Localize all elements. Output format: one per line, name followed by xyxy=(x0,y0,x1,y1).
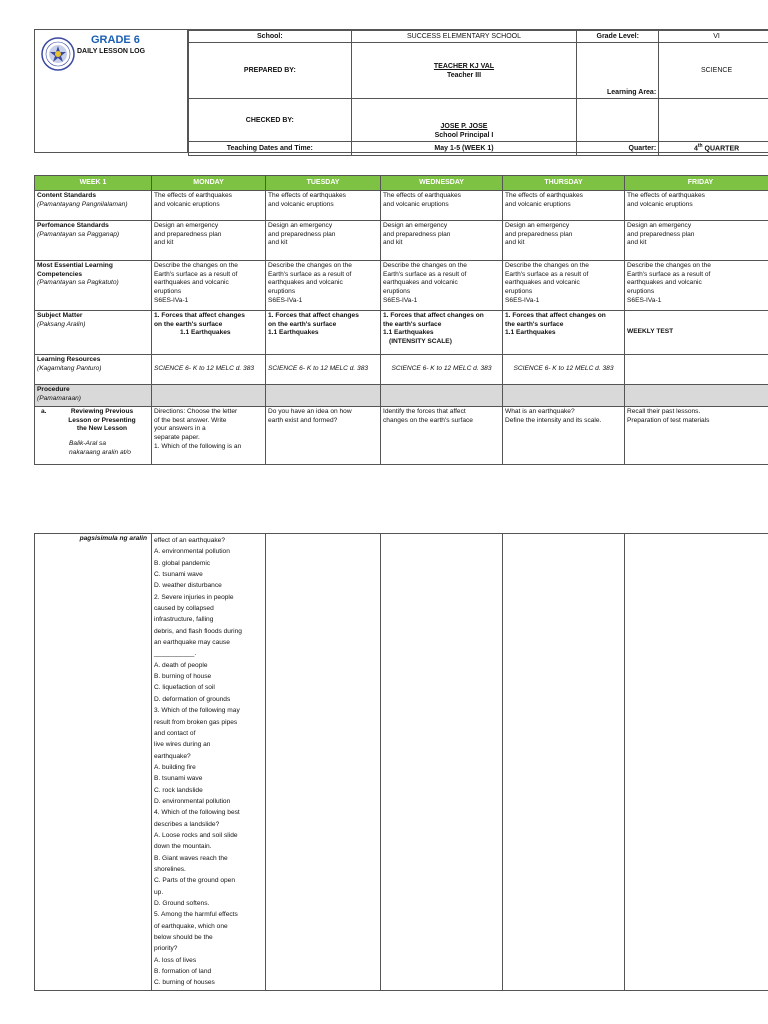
cell-line: and volcanic eruptions xyxy=(154,200,220,208)
competency-code: S6ES-IVa-1 xyxy=(383,296,418,304)
cell-line: earth exist and formed? xyxy=(268,416,338,424)
quiz-line: debris, and flash floods during xyxy=(154,627,242,635)
row-label xyxy=(35,311,152,355)
quiz-line: 2. Severe injuries in people xyxy=(154,593,234,601)
continuation-row xyxy=(35,534,768,991)
row-label-sub: (Paksang Aralin) xyxy=(37,320,86,328)
reviewing-label xyxy=(37,408,149,434)
empty-cell xyxy=(625,534,768,991)
cell-line: the earth's surface xyxy=(383,320,442,328)
procedure-cell xyxy=(152,385,266,407)
cell-line: Earth's surface as a result of xyxy=(268,270,352,278)
quiz-line: 4. Which of the following best xyxy=(154,809,240,817)
cell-line: your answers in a xyxy=(154,425,206,433)
cell-line: Earth's surface as a result of xyxy=(627,270,711,278)
row-label-text: Lesson or Presenting xyxy=(68,416,136,424)
resources-cell: SCIENCE 6- K to 12 MELC d. 383 xyxy=(381,355,503,385)
row-label xyxy=(35,355,152,385)
competency-cell xyxy=(381,261,503,311)
quarter-suffix: th xyxy=(697,143,703,150)
cell-line: and volcanic eruptions xyxy=(268,200,334,208)
subject-cell-monday xyxy=(152,311,266,355)
competency-code: S6ES-IVa-1 xyxy=(627,296,662,304)
tuesday-header: TUESDAY xyxy=(266,176,381,191)
cell-line: eruptions xyxy=(505,288,533,296)
quiz-line: describes a landslide? xyxy=(154,820,220,828)
learning-resources-row xyxy=(35,355,768,385)
cell-line: and kit xyxy=(154,239,174,247)
row-label-text: Procedure xyxy=(37,386,70,393)
quiz-line: D. weather disturbance xyxy=(154,582,222,590)
quiz-line: C. burning of houses xyxy=(154,979,215,987)
empty-cell xyxy=(381,534,503,991)
cell-line: 1. Forces that affect changes xyxy=(268,312,359,319)
row-label-sub: nakaraang aralin at/o xyxy=(69,448,131,456)
cell-line: Do you have an idea on how xyxy=(268,408,352,415)
quiz-line: B. Giant waves reach the xyxy=(154,854,228,862)
subject-cell-friday: WEEKLY TEST xyxy=(625,311,768,355)
procedure-cell xyxy=(625,385,768,407)
reviewing-cell-friday xyxy=(625,407,768,465)
school-value: SUCCESS ELEMENTARY SCHOOL xyxy=(351,31,577,43)
daily-lesson-log-title: DAILY LESSON LOG xyxy=(77,48,146,55)
cell-line: on the earth's surface xyxy=(154,320,223,328)
content-standards-row xyxy=(35,191,768,221)
quiz-line: C. liquefaction of soil xyxy=(154,684,215,692)
cell-line: earthquakes and volcanic xyxy=(505,279,580,287)
quiz-line: and contact of xyxy=(154,729,196,737)
quiz-line: B. formation of land xyxy=(154,968,212,976)
quiz-line: ___________. xyxy=(154,650,197,658)
cell-line: and preparedness plan xyxy=(154,230,222,238)
subject-cell-thursday xyxy=(503,311,625,355)
subject-matter-row xyxy=(35,311,768,355)
quiz-line: B. tsunami wave xyxy=(154,775,203,783)
quiz-line: A. building fire xyxy=(154,763,196,771)
quiz-line: below should be the xyxy=(154,934,213,942)
teacher-position: Teacher III xyxy=(446,71,482,79)
quiz-line: A. environmental pollution xyxy=(154,548,230,556)
teacher-name: TEACHER KJ VAL xyxy=(433,62,495,70)
prepared-by-cell xyxy=(351,43,577,99)
quiz-line: up. xyxy=(154,888,164,896)
row-label-text: Learning Resources xyxy=(37,356,101,363)
header-info-table xyxy=(188,30,768,156)
cell-line: Recall their past lessons. xyxy=(627,408,701,415)
empty-cell xyxy=(659,99,768,142)
cell-line: Describe the changes on the xyxy=(505,262,589,269)
principal-name: JOSE P. JOSE xyxy=(440,122,488,130)
row-label xyxy=(35,385,152,407)
performance-cell xyxy=(503,221,625,261)
cell-line: Preparation of test materials xyxy=(627,416,710,424)
checked-by-label: CHECKED BY: xyxy=(189,99,352,142)
monday-header: MONDAY xyxy=(152,176,266,191)
cell-line: Directions: Choose the letter xyxy=(154,408,238,415)
quiz-line: D. Ground softens. xyxy=(154,900,210,907)
quiz-line: C. rock landslide xyxy=(154,786,203,794)
performance-cell xyxy=(381,221,503,261)
learning-area-value: SCIENCE xyxy=(659,43,768,99)
reviewing-cell-thursday xyxy=(503,407,625,465)
procedure-cell xyxy=(503,385,625,407)
cell-line: the earth's surface xyxy=(505,320,564,328)
cell-line: 1. Forces that affect changes on xyxy=(505,312,606,319)
cell-line: 1.1 Earthquakes xyxy=(383,329,434,337)
quiz-line: D. environmental pollution xyxy=(154,797,231,805)
quiz-line: B. global pandemic xyxy=(154,559,211,567)
reviewing-sub-continued: pagsisimula ng aralin xyxy=(35,534,152,991)
row-label-text: Most Essential Learning xyxy=(37,262,113,269)
cell-line: (INTENSITY SCALE) xyxy=(389,338,452,346)
cell-line: Design an emergency xyxy=(383,222,448,229)
quiz-line: an earthquake may cause xyxy=(154,639,230,647)
cell-line: and volcanic eruptions xyxy=(505,200,571,208)
performance-cell xyxy=(266,221,381,261)
prepared-by-label: PREPARED BY: xyxy=(189,43,352,99)
quiz-line: live wires during an xyxy=(154,741,211,749)
reviewing-cell-tuesday xyxy=(266,407,381,465)
quiz-line: effect of an earthquake? xyxy=(154,537,225,544)
empty-cell xyxy=(503,534,625,991)
empty-cell xyxy=(577,99,659,142)
grade-level-value: VI xyxy=(659,31,768,43)
principal-position: School Principal I xyxy=(434,132,494,139)
content-cell xyxy=(381,191,503,221)
quiz-questions-cell xyxy=(152,534,266,991)
cell-line: Earth's surface as a result of xyxy=(154,270,238,278)
list-marker: a. xyxy=(41,408,47,415)
deped-seal-icon xyxy=(41,37,75,71)
quarter-value xyxy=(659,142,768,155)
row-label xyxy=(35,191,152,221)
row-label-sub: Balik-Aral sa xyxy=(69,440,107,448)
row-label-sub: (Pamantayan sa Pagganap) xyxy=(37,230,120,238)
day-header-row xyxy=(35,176,768,191)
competency-cell xyxy=(625,261,768,311)
cell-line: and preparedness plan xyxy=(627,230,695,238)
quarter-number: 4 xyxy=(693,145,698,153)
cell-line: Describe the changes on the xyxy=(383,262,467,269)
quiz-line: C. Parts of the ground open xyxy=(154,877,236,885)
quiz-line: priority? xyxy=(154,945,178,953)
quiz-line: A. loss of lives xyxy=(154,956,197,964)
school-label: School: xyxy=(189,31,352,43)
quarter-label: Quarter: xyxy=(577,142,659,155)
cell-line: separate paper. xyxy=(154,434,200,442)
row-label-text: Reviewing Previous xyxy=(70,408,134,415)
cell-line: Identify the forces that affect xyxy=(383,408,466,415)
cell-line: Design an emergency xyxy=(154,222,219,229)
quiz-line: earthquake? xyxy=(154,752,191,760)
procedure-cell xyxy=(266,385,381,407)
row-label-text: Subject Matter xyxy=(37,312,83,319)
quiz-line: 3. Which of the following may xyxy=(154,707,240,715)
row-label-text: Perfomance Standards xyxy=(37,222,109,229)
cell-line: earthquakes and volcanic xyxy=(627,279,702,287)
cell-line: and kit xyxy=(383,239,403,247)
cell-line: 1.1 Earthquakes xyxy=(180,329,231,337)
cell-line: of the best answer. Write xyxy=(154,416,227,424)
grade-level-label: Grade Level: xyxy=(577,31,659,43)
row-label xyxy=(35,221,152,261)
quiz-line: 5. Among the harmful effects xyxy=(154,911,238,919)
quiz-line: shorelines. xyxy=(154,865,186,873)
competency-cell xyxy=(503,261,625,311)
row-label-sub: (Pamantayang Pangnilalaman) xyxy=(37,200,128,208)
cell-line: Design an emergency xyxy=(505,222,570,229)
content-cell xyxy=(503,191,625,221)
row-label-sub: (Pamamaraan) xyxy=(37,394,81,402)
cell-line: Describe the changes on the xyxy=(268,262,352,269)
cell-line: and preparedness plan xyxy=(505,230,573,238)
reviewing-sub xyxy=(37,440,149,457)
teaching-dates-value: May 1-5 (WEEK 1) xyxy=(351,142,577,155)
cell-line: and kit xyxy=(268,239,288,247)
quarter-word: QUARTER xyxy=(702,145,740,153)
reviewing-row xyxy=(35,407,768,465)
procedure-cell xyxy=(381,385,503,407)
competencies-row xyxy=(35,261,768,311)
cell-line: earthquakes and volcanic xyxy=(383,279,458,287)
cell-line: The effects of earthquakes xyxy=(268,192,346,199)
cell-line: 1. Forces that affect changes on xyxy=(383,312,484,319)
grade-title: GRADE 6 xyxy=(91,34,140,46)
cell-line: Define the intensity and its scale. xyxy=(505,416,602,424)
competency-code: S6ES-IVa-1 xyxy=(505,296,540,304)
cell-line: eruptions xyxy=(383,288,411,296)
quiz-line: D. deformation of grounds xyxy=(154,695,231,703)
cell-line: Earth's surface as a result of xyxy=(383,270,467,278)
performance-cell xyxy=(625,221,768,261)
reviewing-cell-wednesday xyxy=(381,407,503,465)
week-header: WEEK 1 xyxy=(35,176,152,191)
quiz-line: A. Loose rocks and soil slide xyxy=(154,831,238,839)
cell-line: The effects of earthquakes xyxy=(505,192,583,199)
row-label xyxy=(35,261,152,311)
cell-line: 1.1 Earthquakes xyxy=(268,329,319,337)
empty-cell xyxy=(266,534,381,991)
content-cell xyxy=(266,191,381,221)
learning-area-label: Learning Area: xyxy=(577,43,659,99)
cell-line: Design an emergency xyxy=(627,222,692,229)
row-label-sub: (Pamantayan sa Pagkatuto) xyxy=(37,279,119,287)
subject-cell-tuesday xyxy=(266,311,381,355)
cell-line: on the earth's surface xyxy=(268,320,337,328)
row-label-text: the New Lesson xyxy=(76,425,128,433)
content-cell xyxy=(625,191,768,221)
quiz-line: caused by collapsed xyxy=(154,605,214,613)
cell-line: earthquakes and volcanic xyxy=(154,279,229,287)
cell-line: What is an earthquake? xyxy=(505,408,575,415)
cell-line: and volcanic eruptions xyxy=(383,200,449,208)
quiz-line: C. tsunami wave xyxy=(154,571,203,579)
cell-line: eruptions xyxy=(154,288,182,296)
performance-cell xyxy=(152,221,266,261)
checked-by-cell xyxy=(351,99,577,142)
performance-standards-row xyxy=(35,221,768,261)
cell-line: Design an emergency xyxy=(268,222,333,229)
row-label-text: Competencies xyxy=(37,270,83,278)
cell-line: and volcanic eruptions xyxy=(627,200,693,208)
cell-line: eruptions xyxy=(268,288,296,296)
cell-line: Describe the changes on the xyxy=(627,262,711,269)
cell-line: earthquakes and volcanic xyxy=(268,279,343,287)
competency-cell xyxy=(152,261,266,311)
quiz-line: B. burning of house xyxy=(154,673,212,681)
row-label xyxy=(35,407,152,465)
quiz-line: result from broken gas pipes xyxy=(154,718,238,726)
friday-header: FRIDAY xyxy=(625,176,768,191)
resources-cell-empty xyxy=(625,355,768,385)
cell-line: 1. Which of the following is an xyxy=(154,442,242,450)
quiz-line: A. death of people xyxy=(154,661,208,669)
row-label-sub: (Kagamitang Panturo) xyxy=(37,364,102,372)
cell-line: eruptions xyxy=(627,288,655,296)
lesson-log-table xyxy=(34,175,768,465)
cell-line: and preparedness plan xyxy=(268,230,336,238)
quiz-line: of earthquake, which one xyxy=(154,922,228,930)
cell-line: The effects of earthquakes xyxy=(383,192,461,199)
cell-line: 1. Forces that affect changes xyxy=(154,312,245,319)
wednesday-header: WEDNESDAY xyxy=(381,176,503,191)
thursday-header: THURSDAY xyxy=(503,176,625,191)
logo-cell xyxy=(35,30,188,152)
cell-line: Earth's surface as a result of xyxy=(505,270,589,278)
quiz-line: infrastructure, falling xyxy=(154,616,214,624)
cell-line: The effects of earthquakes xyxy=(627,192,705,199)
competency-code: S6ES-IVa-1 xyxy=(154,296,189,304)
cell-line: and kit xyxy=(627,239,647,247)
row-label-text: Content Standards xyxy=(37,192,96,199)
resources-cell: SCIENCE 6- K to 12 MELC d. 383 xyxy=(152,355,266,385)
lesson-log-continuation-table xyxy=(34,533,768,991)
competency-code: S6ES-IVa-1 xyxy=(268,296,303,304)
cell-line: The effects of earthquakes xyxy=(154,192,232,199)
resources-cell: SCIENCE 6- K to 12 MELC d. 383 xyxy=(266,355,381,385)
cell-line: changes on the earth's surface xyxy=(383,416,473,424)
competency-cell xyxy=(266,261,381,311)
resources-cell: SCIENCE 6- K to 12 MELC d. 383 xyxy=(503,355,625,385)
content-cell xyxy=(152,191,266,221)
cell-line: and preparedness plan xyxy=(383,230,451,238)
cell-line: Describe the changes on the xyxy=(154,262,238,269)
quiz-line: down the mountain. xyxy=(154,843,212,851)
quiz-list xyxy=(154,535,263,989)
reviewing-cell-monday xyxy=(152,407,266,465)
cell-line: and kit xyxy=(505,239,525,247)
subject-cell-wednesday xyxy=(381,311,503,355)
header-box xyxy=(34,29,768,153)
cell-line: 1.1 Earthquakes xyxy=(505,329,556,337)
teaching-dates-label: Teaching Dates and Time: xyxy=(189,142,352,155)
procedure-row xyxy=(35,385,768,407)
